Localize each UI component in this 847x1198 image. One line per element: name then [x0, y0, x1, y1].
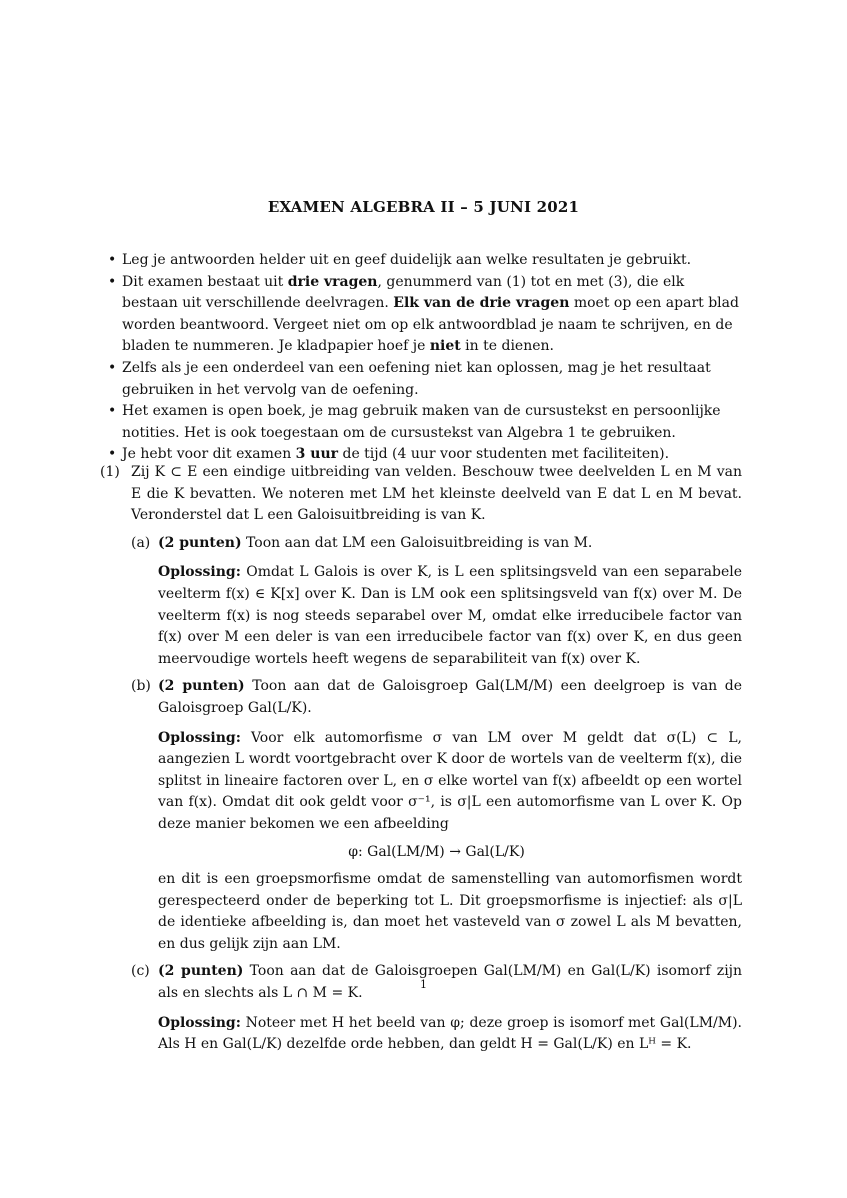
question-number: (1)	[100, 464, 120, 480]
subquestion-text: (2 punten) Toon aan dat LM een Galoisuitbreiding is van M.	[158, 534, 593, 551]
instruction-item: • Zelfs als je een onderdeel van een oefening niet kan oplossen, mag je het resultaat gebruiken in het vervolg van de oefening.	[108, 358, 743, 401]
subquestion-a	[131, 533, 742, 671]
subquestion-c	[131, 961, 742, 1055]
instructions-list	[108, 250, 743, 466]
solution: Oplossing: Omdat L Galois is over K, is L een splitsingsveld van een separabele veelterm f(x) ∈ K[x] over K. Dan is LM ook een splitsingsveld van f(x) over M. De veelterm f(x) is nog steeds separabel over M, omdat elke irreducibele factor van f(x) over M een deler is van een irreducibele factor van f(x) over K, en dus geen meervoudige wortels heeft wegens de separabiliteit van f(x) over K.	[158, 564, 743, 667]
solution: Oplossing: Noteer met H het beeld van φ; deze groep is isomorf met Gal(LM/M). Als H en Gal(L/K) dezelfde orde hebben, dan geldt H = Gal(L/K) en Lᴴ = K.	[158, 1014, 742, 1053]
instruction-item: • Dit examen bestaat uit drie vragen, genummerd van (1) tot en met (3), die elk bestaan uit verschillende deelvragen. Elk van de drie vragen moet op een apart blad worden beantwoord. Vergeet niet om op elk antwoordblad je naam te schrijven, en de bladen te nummeren. Je kladpapier hoef je niet in te dienen.	[108, 272, 743, 358]
subquestion-label: (b)	[131, 678, 151, 695]
instruction-item: • Het examen is open boek, je mag gebruik maken van de cursustekst en persoonlijke notities. Het is ook toegestaan om de cursustekst van Algebra 1 te gebruiken.	[108, 401, 743, 444]
subquestion-text: (2 punten) Toon aan dat de Galoisgroepen Gal(LM/M) en Gal(L/K) isomorf zijn als en slechts als L ∩ M = K.	[158, 963, 743, 1002]
page-number: 1	[420, 978, 427, 991]
subquestion-label: (c)	[131, 963, 150, 980]
solution-continued: en dit is een groepsmorfisme omdat de samenstelling van automorfismen wordt gerespecteerd onder de beperking tot L. Dit groepsmorfisme is injectief: als σ|L de identieke afbeelding is, dan moet het vasteveld van σ zowel L als M bevatten, en dus gelijk zijn aan LM.	[158, 871, 742, 952]
formula: φ: Gal(LM/M) → Gal(L/K)	[348, 843, 525, 860]
instruction-item: • Je hebt voor dit examen 3 uur de tijd (4 uur voor studenten met faciliteiten).	[108, 444, 743, 466]
solution: Oplossing: Voor elk automorfisme σ van LM over M geldt dat σ(L) ⊂ L, aangezien L wordt voortgebracht over K door de wortels van de veelterm f(x), die splitst in lineaire factoren over L, en σ elke wortel van f(x) afbeeldt op een wortel van f(x). Omdat dit ook geldt voor σ⁻¹, is σ|L een automorfisme van L over K. Op deze manier bekomen we een afbeelding	[158, 729, 742, 832]
question-1	[100, 462, 742, 1056]
subquestion-b	[131, 676, 742, 955]
subquestion-text: (2 punten) Toon aan dat de Galoisgroep Gal(LM/M) een deelgroep is van de Galoisgroep Gal(L/K).	[158, 678, 742, 716]
instruction-item: • Leg je antwoorden helder uit en geef duidelijk aan welke resultaten je gebruikt.	[108, 250, 743, 272]
page-title: EXAMEN ALGEBRA II – 5 JUNI 2021	[267, 198, 580, 216]
subquestion-label: (a)	[131, 534, 151, 551]
question-text: Zij K ⊂ E een eindige uitbreiding van velden. Beschouw twee deelvelden L en M van E die K bevatten. We noteren met LM het kleinste deelveld van E dat L en M bevat. Veronderstel dat L een Galoisuitbreiding is van K.	[131, 464, 742, 524]
